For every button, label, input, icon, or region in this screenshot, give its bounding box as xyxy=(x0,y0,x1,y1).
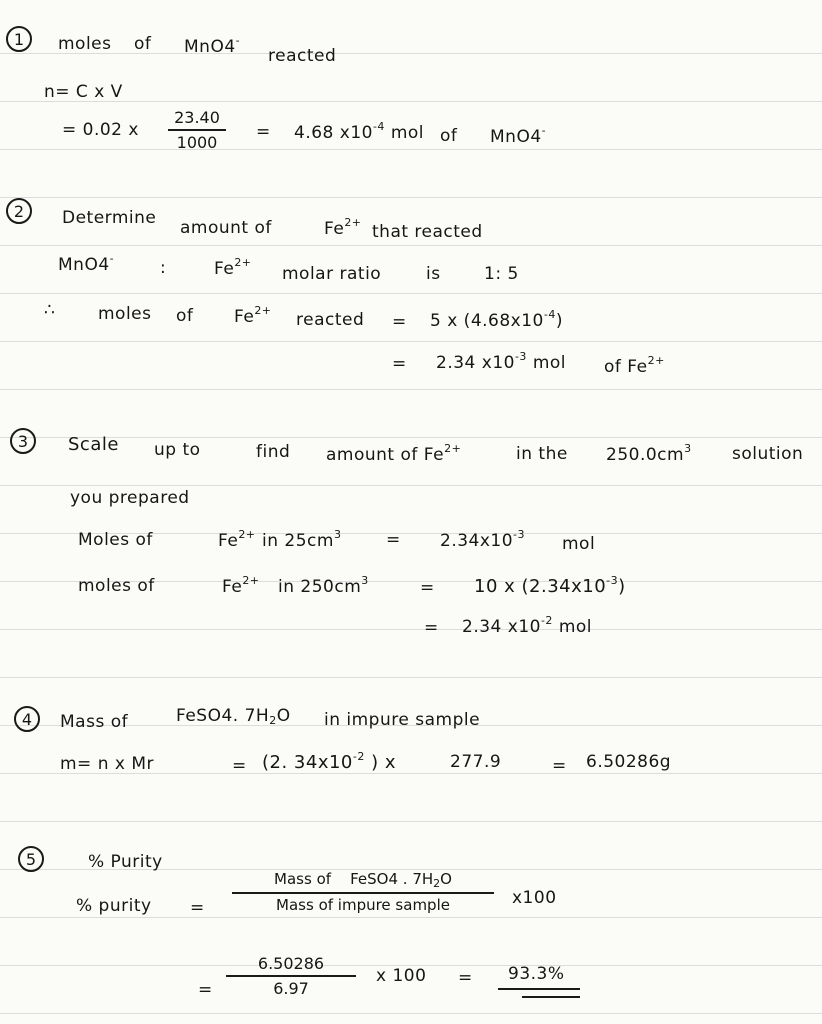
s1-of: of xyxy=(440,126,458,146)
step-3-number: 3 xyxy=(10,428,36,454)
s2-calc: 5 x $(4.68x10^{-4})$ xyxy=(430,308,563,331)
s2-reacted: reacted xyxy=(296,310,365,330)
s5-fraction-2 xyxy=(226,954,356,998)
s2-ratio-a: MnO4- xyxy=(58,252,115,275)
step-4-number: 4 xyxy=(14,706,40,732)
step-2-number: 2 xyxy=(6,198,32,224)
step-4-title-compound: FeSO4. $7H_2O$ xyxy=(176,706,291,727)
s3-l1-unit: mol xyxy=(562,534,596,554)
s2-result: 2.34 $x10^{-3}$ mol xyxy=(436,350,567,373)
s4-formula: m= n x Mr xyxy=(60,754,155,774)
s2-of2: of $Fe^{2+}$ xyxy=(604,354,665,377)
s3-l1-eq: = xyxy=(386,530,401,550)
step-1-number: 1 xyxy=(6,26,32,52)
s4-eq2: = xyxy=(552,756,567,776)
s2-eq2: = xyxy=(392,354,407,374)
step-3-title-upto: up to xyxy=(154,440,201,460)
step-4-title-sample: in impure sample xyxy=(324,710,481,730)
s2-ratio-label: molar ratio xyxy=(282,264,382,284)
s2-ratio-val: 1: 5 xyxy=(484,264,519,284)
s2-fe: $Fe^{2+}$ xyxy=(234,304,272,327)
s5-frac2-den: 6.97 xyxy=(273,979,309,998)
s3-l1-val: $2.34x10^{-3}$ xyxy=(440,528,526,551)
s4-result: 6.50286g xyxy=(586,752,672,772)
step-2-title-determine: Determine xyxy=(62,208,157,228)
s1-result: 4.68 $x10^{-4}$ mol xyxy=(294,120,425,143)
step-3-title-find: find xyxy=(256,442,291,462)
s2-colon: : xyxy=(160,258,167,278)
s5-eq3: = xyxy=(458,968,473,988)
s2-moles: moles xyxy=(98,304,152,324)
s3-l2-c: in $250cm^3$ xyxy=(278,574,369,597)
s5-frac1-num: Mass of FeSO4 . $7H_2O$ xyxy=(274,870,452,890)
step-4-title-mass: Mass of xyxy=(60,712,129,732)
s1-species: MnO4- xyxy=(490,124,547,147)
s3-l2-b: $Fe^{2+}$ xyxy=(222,574,260,597)
step-3-title-amount: amount of $Fe^{2+}$ xyxy=(326,442,462,465)
s4-mr: 277.9 xyxy=(450,752,502,772)
s2-of: of xyxy=(176,306,194,326)
step-1-title-species: MnO4- xyxy=(184,34,241,57)
s3-l2-val: 10 x $(2.34x10^{-3})$ xyxy=(474,574,626,597)
s3-l2-a: moles of xyxy=(78,576,155,596)
s5-eq2: = xyxy=(198,980,213,1000)
s3-l1-b: $Fe^{2+}$ xyxy=(218,528,256,551)
s3-l1-c: in $25cm^3$ xyxy=(262,528,342,551)
s1-fraction xyxy=(168,108,226,152)
step-2-title-reacted: that reacted xyxy=(372,222,483,242)
s5-answer: 93.3% xyxy=(508,964,565,984)
s5-frac2-num: 6.50286 xyxy=(257,954,325,973)
step-2-title-amount: amount of xyxy=(180,218,272,238)
s1-frac-num: 23.40 xyxy=(174,108,220,127)
step-2-title-fe: $Fe^{2+}$ xyxy=(324,216,362,239)
step-5-number: 5 xyxy=(18,846,44,872)
step-3-title-solution: solution xyxy=(732,444,804,464)
s5-label: % purity xyxy=(76,896,152,916)
s5-x100: x100 xyxy=(512,888,557,908)
s1-eq2: = xyxy=(256,122,271,142)
s5-x100b: x 100 xyxy=(376,966,427,986)
s2-eq: = xyxy=(392,312,407,332)
step-3-title-line2: you prepared xyxy=(70,488,190,508)
step-5-title: % Purity xyxy=(88,852,163,872)
s2-is: is xyxy=(426,264,441,284)
step-1-title-moles: moles xyxy=(58,34,112,54)
s5-answer-underline-2 xyxy=(522,996,580,998)
s1-eq1: = 0.02 x xyxy=(62,120,139,140)
s3-l3-val: 2.34 $x10^{-2}$ mol xyxy=(462,614,593,637)
s1-frac-den: 1000 xyxy=(176,133,218,152)
s5-frac1-den: Mass of impure sample xyxy=(276,896,450,914)
s5-eq: = xyxy=(190,898,205,918)
s3-l2-eq: = xyxy=(420,578,435,598)
step-3-title-inthe: in the xyxy=(516,444,568,464)
s2-ratio-b: $Fe^{2+}$ xyxy=(214,256,252,279)
s5-answer-underline xyxy=(498,988,580,990)
step-1-title-reacted: reacted xyxy=(268,46,337,66)
step-1-title-of: of xyxy=(134,34,152,54)
s3-l1-a: Moles of xyxy=(78,530,153,550)
step-3-title-volume: $250.0cm^3$ xyxy=(606,442,692,465)
s5-fraction-1 xyxy=(232,870,494,914)
s2-therefore: ∴ xyxy=(44,300,56,320)
step-3-title-scale: Scale xyxy=(68,434,119,455)
s3-l3-eq: = xyxy=(424,618,439,638)
s1-formula: n= C x V xyxy=(44,82,123,102)
s4-paren: (2. $34x10^{-2}$ ) x xyxy=(262,750,396,773)
s4-eq: = xyxy=(232,756,247,776)
